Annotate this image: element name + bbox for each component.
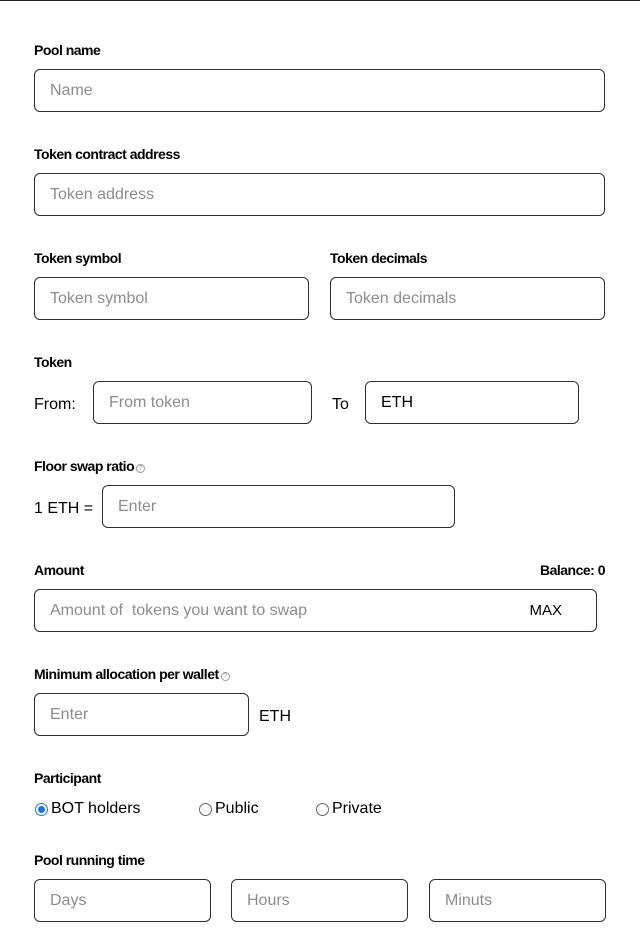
question-circle-icon[interactable]: ? <box>136 464 145 473</box>
minutes-input[interactable] <box>429 879 606 922</box>
floor-swap-ratio-label: Floor swap ratio ? <box>34 458 145 474</box>
token-address-input[interactable] <box>34 173 605 216</box>
question-circle-icon[interactable]: ? <box>221 672 230 681</box>
pool-name-input[interactable] <box>34 69 605 112</box>
to-label: To <box>332 396 349 413</box>
token-label: Token <box>34 354 72 370</box>
token-decimals-label: Token decimals <box>330 250 428 266</box>
token-contract-label: Token contract address <box>34 146 180 162</box>
radio-selected-icon[interactable] <box>35 803 48 816</box>
amount-input[interactable] <box>35 590 505 631</box>
days-input[interactable] <box>34 879 211 922</box>
radio-unselected-icon[interactable] <box>199 803 212 816</box>
floor-swap-ratio-input[interactable] <box>102 485 455 528</box>
top-divider <box>0 0 640 1</box>
max-button[interactable]: MAX <box>529 602 562 619</box>
radio-bot-holders[interactable]: BOT holders <box>35 799 141 819</box>
eth-rate-prefix: 1 ETH = <box>34 500 94 517</box>
radio-private[interactable]: Private <box>316 799 382 819</box>
min-allocation-input[interactable] <box>34 693 249 736</box>
token-symbol-input[interactable] <box>34 277 309 320</box>
from-label: From: <box>34 396 76 413</box>
token-symbol-label: Token symbol <box>34 250 122 266</box>
hours-input[interactable] <box>231 879 408 922</box>
token-decimals-input[interactable] <box>330 277 605 320</box>
to-token-input[interactable] <box>365 381 579 424</box>
radio-public[interactable]: Public <box>199 799 259 819</box>
min-allocation-unit: ETH <box>259 708 291 725</box>
min-allocation-label: Minimum allocation per wallet ? <box>34 666 230 682</box>
running-time-label: Pool running time <box>34 852 145 868</box>
balance-text: Balance: 0 <box>539 562 605 578</box>
amount-field <box>34 589 597 632</box>
pool-name-label: Pool name <box>34 42 101 58</box>
from-token-input[interactable] <box>93 381 312 424</box>
radio-unselected-icon[interactable] <box>316 803 329 816</box>
amount-label: Amount <box>34 562 84 578</box>
participant-label: Participant <box>34 770 101 786</box>
